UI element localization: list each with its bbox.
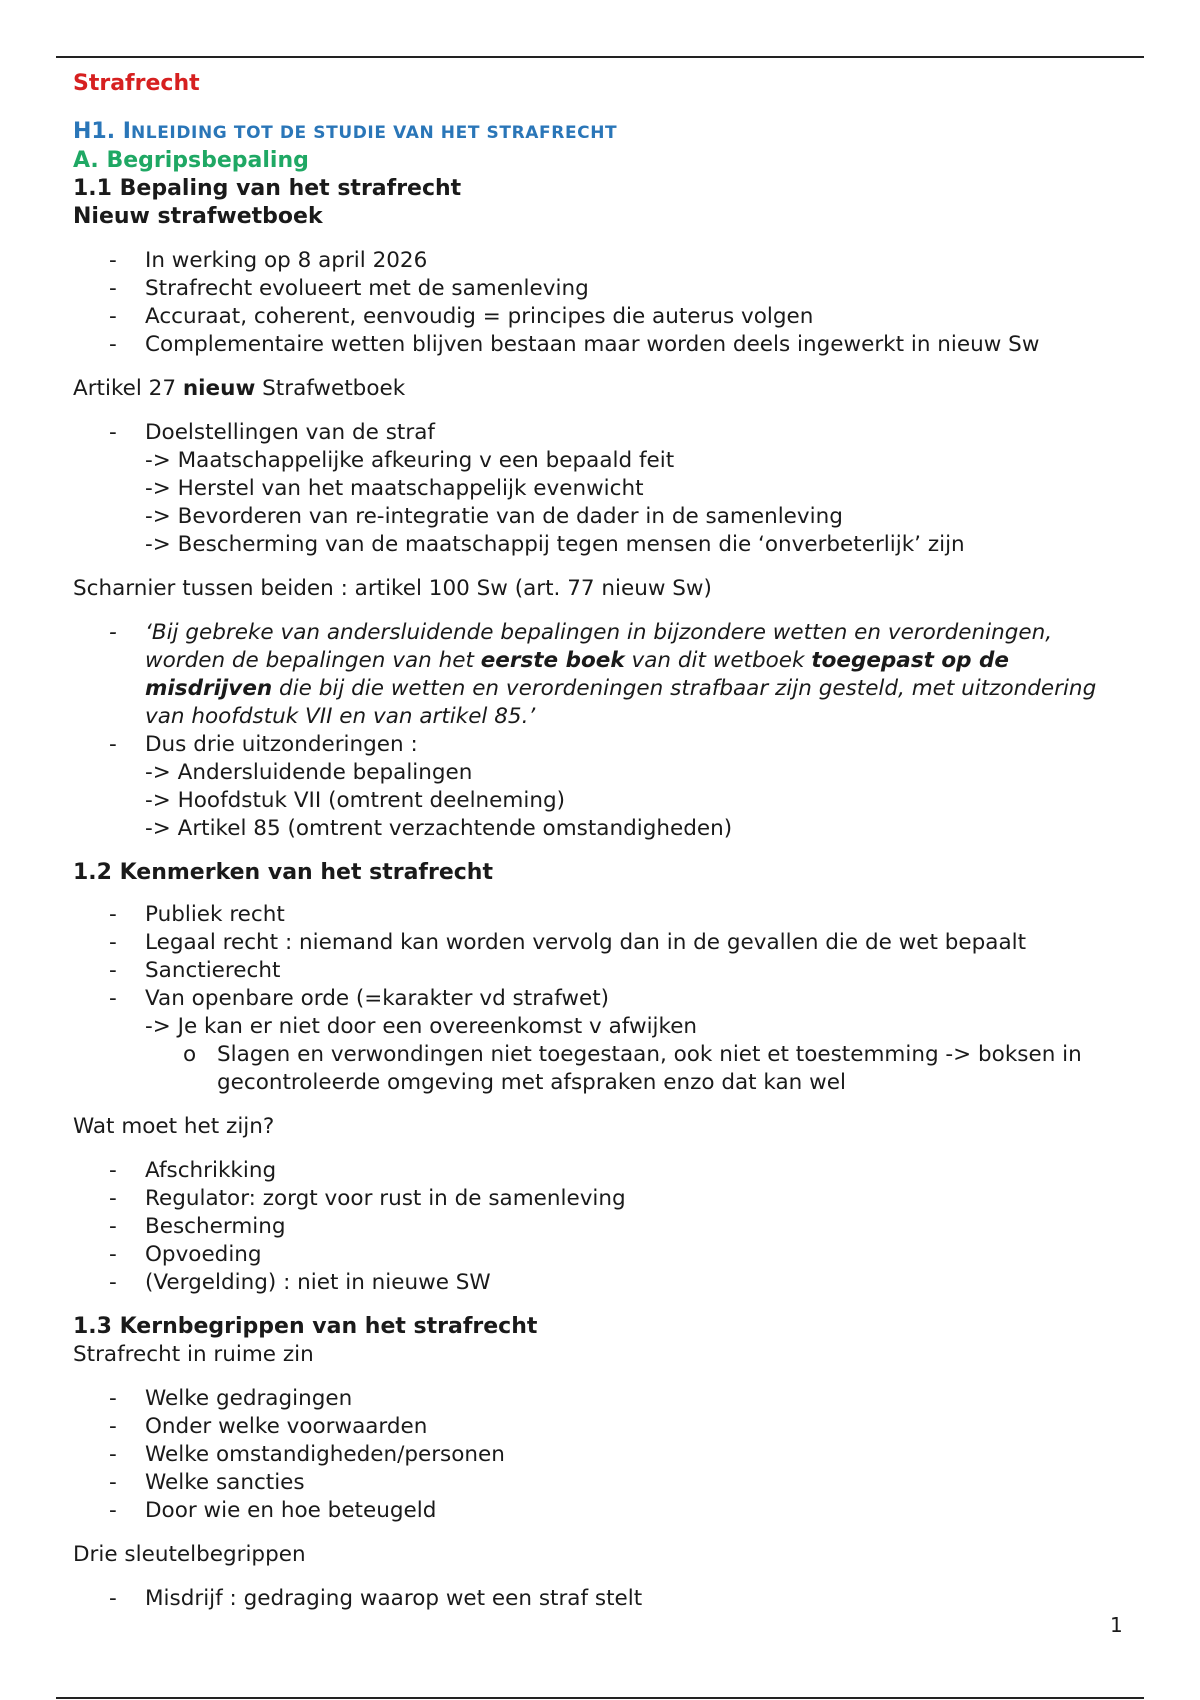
list-item: - Legaal recht : niemand kan worden vervolg dan in de gevallen die de wet bepaalt	[73, 929, 1133, 957]
arrow-item: -> Bescherming van de maatschappij tegen mensen die ‘onverbeterlijk’ zijn	[145, 532, 965, 557]
bullet-list-kenmerken	[73, 901, 1133, 1041]
paragraph-question: Wat moet het zijn?	[73, 1114, 275, 1139]
subsection-heading-1-1: 1.1 Bepaling van het strafrecht	[73, 176, 462, 201]
list-item: - Welke gedragingen	[73, 1385, 1133, 1413]
list-item: - Van openbare orde (=karakter vd strafwet) -> Je kan er niet door een overeenkomst v afwijken	[73, 985, 1133, 1041]
quote-article-100: - ‘Bij gebreke van andersluidende bepalingen in bijzondere wetten en verordeningen, worden de bepalingen van het eerste boek van dit wetboek toegepast op de misdrijven die bij die wetten en verordeningen strafbaar zijn gesteld, met uitzondering van hoofdstuk VII en van artikel 85.’	[73, 619, 1133, 731]
bullet-list-strafwetboek	[73, 247, 1133, 359]
arrow-item: -> Je kan er niet door een overeenkomst v afwijken	[145, 1014, 698, 1039]
subsection-heading-1-2: 1.2 Kenmerken van het strafrecht	[73, 860, 493, 885]
list-item: - Regulator: zorgt voor rust in de samenleving	[73, 1185, 1133, 1213]
list-item: - Afschrikking	[73, 1157, 1133, 1185]
list-item: - (Vergelding) : niet in nieuwe SW	[73, 1269, 1133, 1297]
subsection-heading-1-3: 1.3 Kernbegrippen van het strafrecht	[73, 1314, 538, 1339]
section-heading-a: A. Begripsbepaling	[73, 148, 309, 173]
list-item: - Welke sancties	[73, 1469, 1133, 1497]
bullet-list-uitzonderingen	[73, 619, 1133, 843]
arrow-item: -> Maatschappelijke afkeuring v een bepaald feit	[145, 448, 675, 473]
paragraph-artikel-27: Artikel 27 nieuw Strafwetboek	[73, 376, 406, 401]
bullet-list-sleutelbegrippen	[73, 1585, 1133, 1613]
list-item: - Accuraat, coherent, eenvoudig = principes die auterus volgen	[73, 303, 1133, 331]
list-item: - Publiek recht	[73, 901, 1133, 929]
arrow-item: -> Hoofdstuk VII (omtrent deelneming)	[145, 788, 565, 813]
list-item: - Strafrecht evolueert met de samenleving	[73, 275, 1133, 303]
paragraph-sleutelbegrippen: Drie sleutelbegrippen	[73, 1542, 306, 1567]
list-item: - Dus drie uitzonderingen : -> Andersluidende bepalingen -> Hoofdstuk VII (omtrent deelneming) -> Artikel 85 (omtrent verzachtende omstandigheden)	[73, 731, 1133, 843]
list-item: - Bescherming	[73, 1213, 1133, 1241]
arrow-item: -> Bevorderen van re-integratie van de dader in de samenleving	[145, 504, 843, 529]
chapter-heading: H1. INLEIDING TOT DE STUDIE VAN HET STRAFRECHT	[73, 119, 618, 144]
page-number: 1	[1110, 1613, 1123, 1637]
subsection-subtitle: Strafrecht in ruime zin	[73, 1342, 314, 1367]
paragraph-scharnier: Scharnier tussen beiden : artikel 100 Sw (art. 77 nieuw Sw)	[73, 576, 712, 601]
bullet-list-doelstellingen	[73, 419, 1133, 559]
arrow-item: -> Herstel van het maatschappelijk evenwicht	[145, 476, 644, 501]
header-rule	[56, 56, 1144, 58]
list-item: - Welke omstandigheden/personen	[73, 1441, 1133, 1469]
list-item: - In werking op 8 april 2026	[73, 247, 1133, 275]
list-item: - Opvoeding	[73, 1241, 1133, 1269]
footer-rule	[56, 1697, 1144, 1699]
document-title: Strafrecht	[73, 71, 200, 96]
bullet-list-ruime-zin	[73, 1385, 1133, 1525]
arrow-item: -> Andersluidende bepalingen	[145, 760, 473, 785]
list-item: - Complementaire wetten blijven bestaan maar worden deels ingewerkt in nieuw Sw	[73, 331, 1133, 359]
list-item: - Misdrijf : gedraging waarop wet een straf stelt	[73, 1585, 1133, 1613]
list-item: - Doelstellingen van de straf -> Maatschappelijke afkeuring v een bepaald feit -> Herstel van het maatschappelijk evenwicht -> Bevorderen van re-integratie van de dader in de samenleving -> Bescherming van de maatschappij tegen mensen die ‘onverbeterlijk’ zijn	[73, 419, 1133, 559]
subsection-subtitle: Nieuw strafwetboek	[73, 204, 323, 229]
page-content	[73, 70, 1133, 1613]
list-item: - Onder welke voorwaarden	[73, 1413, 1133, 1441]
bullet-list-functies	[73, 1157, 1133, 1297]
circle-sub-item: o Slagen en verwondingen niet toegestaan, ook niet et toestemming -> boksen in gecontroleerde omgeving met afspraken enzo dat kan wel	[145, 1041, 1135, 1097]
list-item: - Sanctierecht	[73, 957, 1133, 985]
list-item: - Door wie en hoe beteugeld	[73, 1497, 1133, 1525]
arrow-item: -> Artikel 85 (omtrent verzachtende omstandigheden)	[145, 816, 733, 841]
